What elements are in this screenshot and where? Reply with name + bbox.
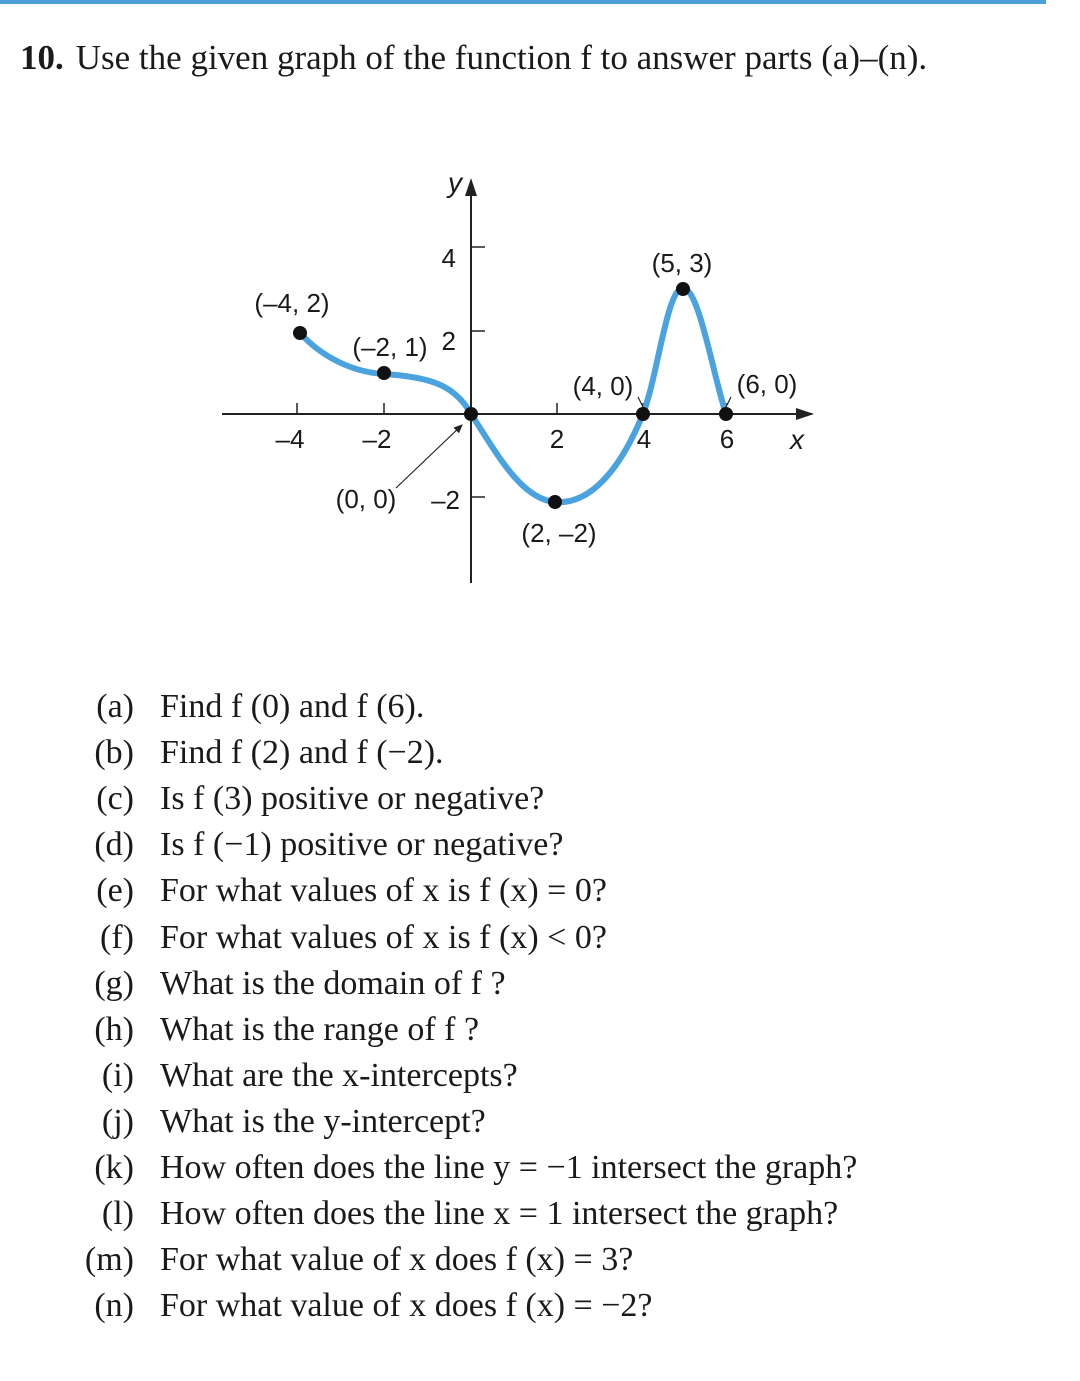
question-text: What is the y-intercept? bbox=[160, 1102, 486, 1140]
question-item bbox=[0, 919, 1080, 965]
question-item bbox=[0, 734, 1080, 780]
x-tick-label: –2 bbox=[362, 424, 392, 454]
question-text: For what value of x does f (x) = 3? bbox=[160, 1241, 634, 1279]
question-item bbox=[0, 1149, 1080, 1195]
leader-line bbox=[726, 397, 731, 407]
x-tick-label: 4 bbox=[636, 424, 652, 454]
y-tick-label: –2 bbox=[431, 485, 460, 515]
function-curve bbox=[300, 288, 726, 502]
point-label: (0, 0) bbox=[335, 484, 397, 514]
question-text: Is f (−1) positive or negative? bbox=[160, 826, 564, 864]
question-label: (i) bbox=[101, 1056, 134, 1094]
question-text: For what value of x does f (x) = −2? bbox=[160, 1287, 653, 1325]
y-axis-label: y bbox=[448, 167, 462, 198]
question-label: (n) bbox=[94, 1287, 134, 1325]
question-label: (l) bbox=[101, 1195, 134, 1233]
question-item bbox=[0, 688, 1080, 734]
point-marker bbox=[719, 407, 733, 421]
problem-prompt: Use the given graph of the function f to answer parts (a)–(n). bbox=[75, 38, 928, 77]
x-tick-label: –4 bbox=[275, 424, 305, 454]
x-axis-arrow-icon bbox=[796, 408, 814, 420]
question-text: What is the domain of f ? bbox=[160, 964, 506, 1002]
question-label: (k) bbox=[94, 1149, 134, 1186]
question-text: How often does the line x = 1 intersect the graph? bbox=[160, 1195, 839, 1233]
problem-number: 10. bbox=[20, 38, 64, 77]
leader-line bbox=[638, 397, 643, 407]
point-marker bbox=[293, 326, 307, 340]
question-text: What are the x-intercepts? bbox=[160, 1056, 518, 1094]
question-label: (e) bbox=[96, 872, 134, 910]
point-marker bbox=[548, 495, 562, 509]
point-label: (–4, 2) bbox=[254, 288, 330, 318]
y-tick-label: 4 bbox=[441, 243, 456, 273]
question-label: (j) bbox=[101, 1102, 134, 1140]
y-tick-label: 2 bbox=[441, 326, 456, 356]
question-text: For what values of x is f (x) < 0? bbox=[160, 918, 607, 956]
question-item bbox=[0, 1103, 1080, 1149]
point-marker bbox=[464, 407, 478, 421]
function-graph bbox=[0, 0, 1080, 620]
x-tick-marks bbox=[297, 403, 726, 414]
question-item bbox=[0, 1195, 1080, 1241]
point-label: (4, 0) bbox=[572, 371, 634, 401]
question-label: (g) bbox=[94, 964, 134, 1002]
question-label: (d) bbox=[94, 826, 134, 864]
question-label: (c) bbox=[96, 780, 134, 818]
question-item bbox=[0, 1287, 1080, 1333]
question-text: What is the range of f ? bbox=[160, 1010, 480, 1048]
x-tick-label: 6 bbox=[719, 424, 735, 454]
question-label: (f) bbox=[100, 918, 134, 956]
question-text: Find f (2) and f (−2). bbox=[160, 734, 444, 772]
question-item bbox=[0, 872, 1080, 918]
question-item bbox=[0, 1057, 1080, 1103]
point-marker bbox=[676, 282, 690, 296]
question-label: (b) bbox=[94, 734, 134, 772]
question-label: (a) bbox=[96, 688, 134, 725]
question-text: How often does the line y = −1 intersect the graph? bbox=[160, 1149, 858, 1186]
leader-line bbox=[396, 425, 462, 488]
question-item bbox=[0, 1241, 1080, 1287]
x-tick-label: 2 bbox=[549, 424, 565, 454]
question-label: (h) bbox=[94, 1010, 134, 1048]
question-item bbox=[0, 826, 1080, 872]
point-marker bbox=[636, 407, 650, 421]
point-label: (2, –2) bbox=[521, 518, 597, 548]
question-text: Is f (3) positive or negative? bbox=[160, 780, 545, 818]
point-label: (5, 3) bbox=[651, 248, 713, 278]
question-item bbox=[0, 965, 1080, 1011]
question-label: (m) bbox=[84, 1241, 134, 1279]
x-axis-label: x bbox=[790, 424, 804, 455]
question-text: Find f (0) and f (6). bbox=[160, 688, 425, 725]
question-item bbox=[0, 780, 1080, 826]
point-marker bbox=[377, 366, 391, 380]
question-item bbox=[0, 1011, 1080, 1057]
point-label: (6, 0) bbox=[736, 369, 798, 399]
point-label: (–2, 1) bbox=[352, 332, 428, 362]
question-text: For what values of x is f (x) = 0? bbox=[160, 872, 607, 910]
y-tick-marks bbox=[471, 247, 485, 497]
y-axis-arrow-icon bbox=[465, 178, 477, 196]
